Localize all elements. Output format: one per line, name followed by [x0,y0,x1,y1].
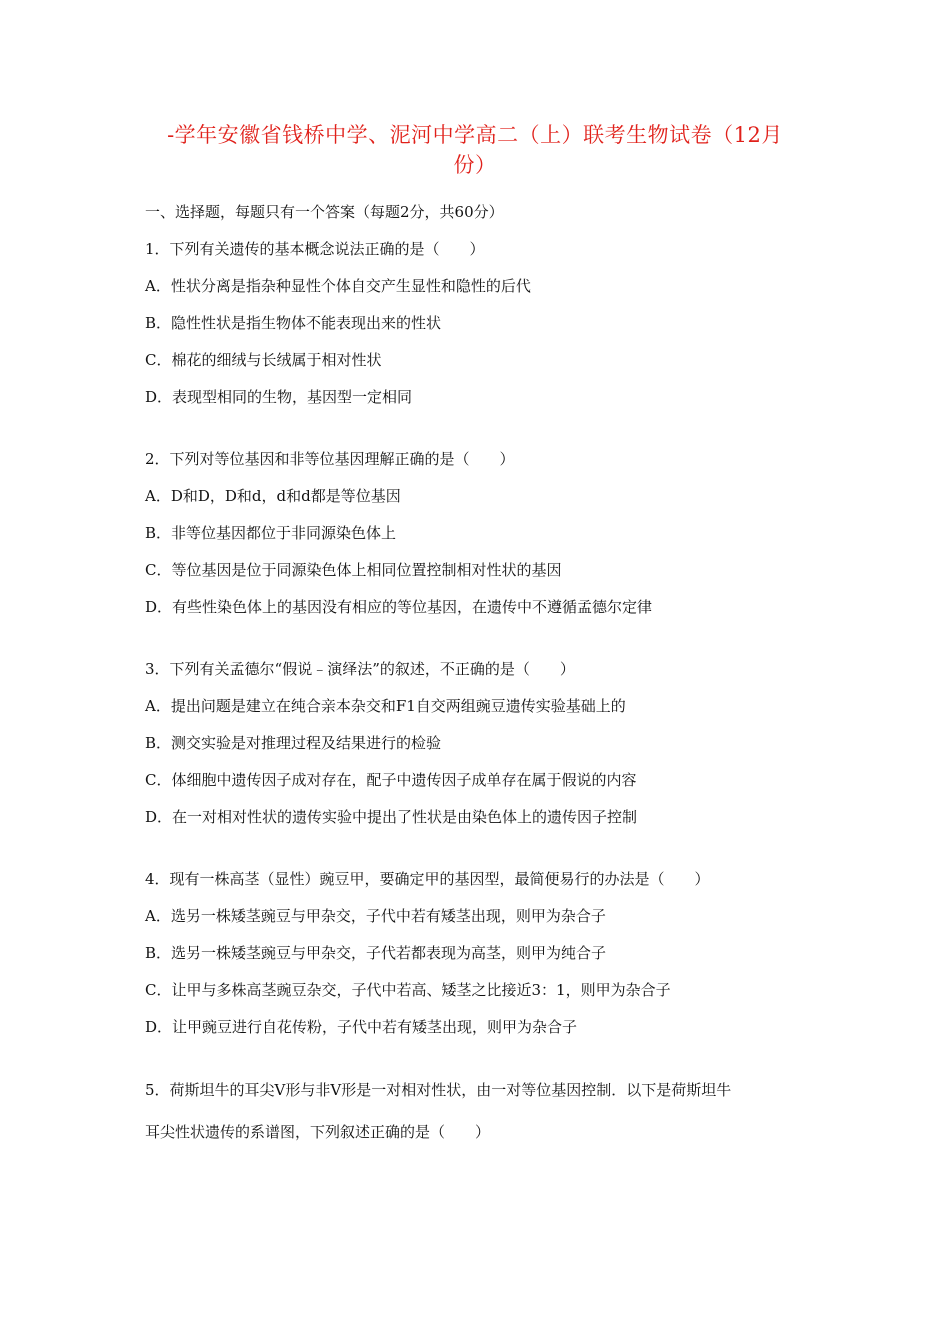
question-2-stem: 2．下列对等位基因和非等位基因理解正确的是（ ） [145,450,515,468]
question-4-stem: 4．现有一株高茎（显性）豌豆甲，要确定甲的基因型，最简便易行的办法是（ ） [145,870,710,888]
question-4-option-c: C．让甲与多株高茎豌豆杂交，子代中若高、矮茎之比接近3：1，则甲为杂合子 [145,981,671,999]
question-1-option-c: C．棉花的细绒与长绒属于相对性状 [145,351,382,369]
document-title [140,120,810,180]
question-4-option-b: B．选另一株矮茎豌豆与甲杂交，子代若都表现为高茎，则甲为纯合子 [145,944,607,962]
question-3-option-b: B．测交实验是对推理过程及结果进行的检验 [145,734,442,752]
question-2-option-a: A．D和D，D和d，d和d都是等位基因 [145,487,401,505]
question-1-option-d: D．表现型相同的生物，基因型一定相同 [145,388,413,406]
question-3-option-d: D．在一对相对性状的遗传实验中提出了性状是由染色体上的遗传因子控制 [145,808,638,826]
question-2-option-d: D．有些性染色体上的基因没有相应的等位基因，在遗传中不遵循孟德尔定律 [145,598,653,616]
question-4-option-a: A．选另一株矮茎豌豆与甲杂交，子代中若有矮茎出现，则甲为杂合子 [145,907,606,925]
title-line-1: -学年安徽省钱桥中学、泥河中学高二（上）联考生物试卷（12月 [167,123,783,147]
question-3-option-c: C．体细胞中遗传因子成对存在，配子中遗传因子成单存在属于假说的内容 [145,771,637,789]
question-1-stem: 1．下列有关遗传的基本概念说法正确的是（ ） [145,240,485,258]
question-5-stem-line-1: 5．荷斯坦牛的耳尖V形与非V形是一对相对性状，由一对等位基因控制．以下是荷斯坦牛 [145,1081,732,1099]
section-heading: 一、选择题，每题只有一个答案（每题2分，共60分） [145,203,504,221]
question-2-option-c: C．等位基因是位于同源染色体上相同位置控制相对性状的基因 [145,561,562,579]
question-3-option-a: A．提出问题是建立在纯合亲本杂交和F1自交两组豌豆遗传实验基础上的 [145,697,626,715]
question-5-stem-line-2: 耳尖性状遗传的系谱图，下列叙述正确的是（ ） [145,1123,491,1141]
title-line-2: 份） [453,153,497,177]
question-1-option-b: B．隐性性状是指生物体不能表现出来的性状 [145,314,442,332]
question-3-stem: 3．下列有关孟德尔“假说﹣演绎法”的叙述，不正确的是（ ） [145,660,575,678]
question-2-option-b: B．非等位基因都位于非同源染色体上 [145,524,397,542]
question-4-option-d: D．让甲豌豆进行自花传粉，子代中若有矮茎出现，则甲为杂合子 [145,1018,578,1036]
question-1-option-a: A．性状分离是指杂种显性个体自交产生显性和隐性的后代 [145,277,531,295]
